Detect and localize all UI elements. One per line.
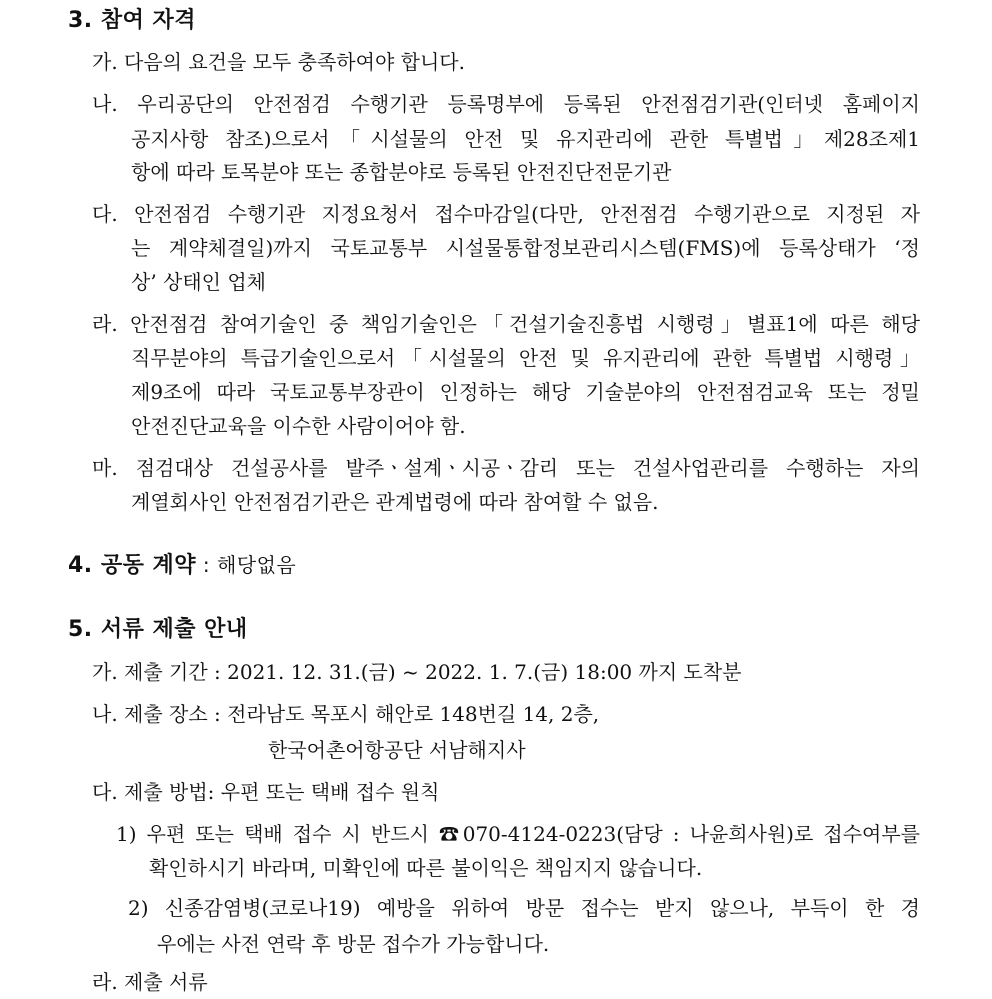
s3-item-da-line1: 다. 안전점검 수행기관 지정요청서 접수마감일(다만, 안전점검 수행기관으로 지정된 자 bbox=[92, 202, 920, 226]
s3-item-ra-line3: 제9조에 따라 국토교통부장관이 인정하는 해당 기술분야의 안전점검교육 또는 정밀 bbox=[131, 380, 920, 404]
section-5-title: 5. 서류 제출 안내 bbox=[68, 617, 248, 642]
s3-item-ma-line1: 마. 점검대상 건설공사를 발주ㆍ설계ㆍ시공ㆍ감리 또는 건설사업관리를 수행하는 자의 bbox=[92, 456, 920, 480]
s3-item-na-line3: 항에 따라 토목분야 또는 종합분야로 등록된 안전진단전문기관 bbox=[131, 160, 672, 184]
s5-item-da: 다. 제출 방법: 우편 또는 택배 접수 원칙 bbox=[92, 780, 440, 804]
s3-item-da-line3: 상’ 상태인 업체 bbox=[131, 270, 266, 294]
s3-item-ra-line4: 안전진단교육을 이수한 사람이어야 함. bbox=[131, 414, 466, 438]
s5-subitem-1-line1: 1) 우편 또는 택배 접수 시 반드시 ☎070-4124-0223(담당 : 나윤희사원)로 접수여부를 bbox=[116, 822, 920, 846]
s3-item-na-line1: 나. 우리공단의 안전점검 수행기관 등록명부에 등록된 안전점검기관(인터넷 홈페이지 bbox=[92, 92, 920, 116]
s3-item-ga: 가. 다음의 요건을 모두 충족하여야 합니다. bbox=[92, 50, 465, 74]
s5-item-na-line2: 한국어촌어항공단 서남해지사 bbox=[268, 738, 526, 762]
s3-item-da-line2: 는 계약체결일)까지 국토교통부 시설물통합정보관리시스템(FMS)에 등록상태가 ‘정 bbox=[131, 236, 920, 260]
s5-item-na-line1: 나. 제출 장소 : 전라남도 목포시 해안로 148번길 14, 2층, bbox=[92, 702, 600, 726]
s5-item-ga: 가. 제출 기간 : 2021. 12. 31.(금) ~ 2022. 1. 7.(금) 18:00 까지 도착분 bbox=[92, 660, 742, 684]
section-4-value: : 해당없음 bbox=[196, 553, 297, 577]
s3-item-ra-line2: 직무분야의 특급기술인으로서「시설물의 안전 및 유지관리에 관한 특별법 시행령」 bbox=[131, 346, 920, 370]
s5-subitem-1-line2: 확인하시기 바라며, 미확인에 따른 불이익은 책임지지 않습니다. bbox=[149, 856, 703, 880]
section-4-title: 4. 공동 계약 bbox=[68, 553, 196, 578]
s5-item-ra: 라. 제출 서류 bbox=[92, 970, 208, 994]
s3-item-ma-line2: 계열회사인 안전점검기관은 관계법령에 따라 참여할 수 없음. bbox=[131, 490, 659, 514]
s3-item-ra-line1: 라. 안전점검 참여기술인 중 책임기술인은「건설기술진흥법 시행령」별표1에 따른 해당 bbox=[92, 312, 920, 336]
section-3-title: 3. 참여 자격 bbox=[68, 8, 196, 33]
s3-item-na-line2: 공지사항 참조)으로서「시설물의 안전 및 유지관리에 관한 특별법」제28조제1 bbox=[131, 127, 920, 151]
s5-subitem-2-line1: 2) 신종감염병(코로나19) 예방을 위하여 방문 접수는 받지 않으나, 부득이 한 경 bbox=[128, 896, 920, 920]
section-4-heading bbox=[68, 548, 296, 579]
s5-subitem-2-line2: 우에는 사전 연락 후 방문 접수가 가능합니다. bbox=[157, 932, 550, 956]
